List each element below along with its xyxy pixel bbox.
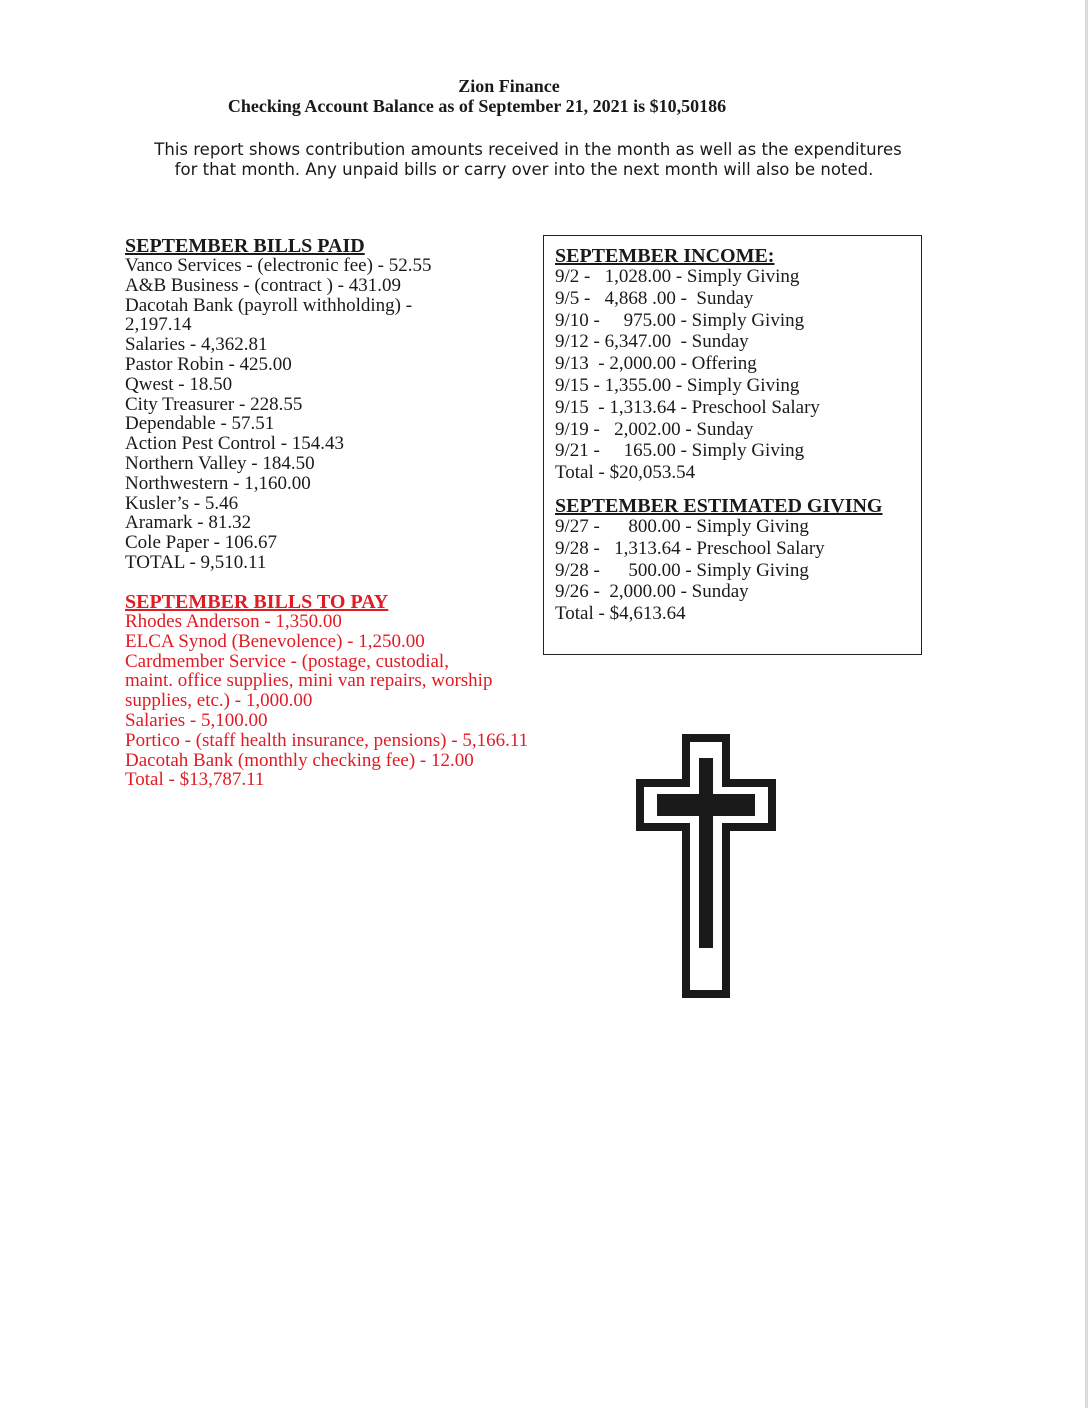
bills-paid-section <box>125 236 535 573</box>
bills-paid-item: Dacotah Bank (payroll withholding) - 2,197.14 <box>125 294 413 336</box>
bills-to-pay-item: Cardmember Service - (postage, custodial, maint. office supplies, mini van repairs, worship supplies, etc.) - 1,000.00 <box>125 650 493 712</box>
income-item: 9/15 - 1,355.00 - Simply Giving <box>555 374 800 396</box>
income-item: 9/2 - 1,028.00 - Simply Giving <box>555 266 800 287</box>
intro-line-1: This report shows contribution amounts received in the month as well as the expenditures <box>154 140 902 159</box>
income-item: 9/12 - 6,347.00 - Sunday <box>555 331 749 353</box>
report-title: Zion Finance <box>458 76 560 96</box>
bills-paid-item: Vanco Services - (electronic fee) - 52.55 <box>125 255 432 276</box>
income-heading: SEPTEMBER INCOME: <box>555 245 775 267</box>
estimated-giving-item: 9/28 - 1,313.64 - Preschool Salary <box>555 537 825 559</box>
balance-line: Checking Account Balance as of September 21, 2021 is $10,50186 <box>227 96 727 116</box>
intro-line-2: for that month. Any unpaid bills or carry over into the next month will also be noted. <box>174 160 874 179</box>
bills-to-pay-total: Total - $13,787.11 <box>125 769 265 791</box>
bills-paid-item: Northwestern - 1,160.00 <box>125 472 311 494</box>
income-item: 9/19 - 2,002.00 - Sunday <box>555 418 754 440</box>
cross-icon <box>636 734 776 998</box>
income-content <box>555 246 882 625</box>
income-total: Total - $20,053.54 <box>555 462 696 484</box>
bills-paid-item: Action Pest Control - 154.43 <box>125 433 345 455</box>
bills-to-pay-section <box>125 592 595 790</box>
income-item: 9/13 - 2,000.00 - Offering <box>555 353 757 375</box>
bills-paid-item: City Treasurer - 228.55 <box>125 393 303 415</box>
estimated-giving-item: 9/28 - 500.00 - Simply Giving <box>555 559 809 581</box>
bills-paid-item: Cole Paper - 106.67 <box>125 532 277 554</box>
income-box <box>543 235 922 655</box>
bills-paid-total: TOTAL - 9,510.11 <box>125 551 267 573</box>
bills-to-pay-item: ELCA Synod (Benevolence) - 1,250.00 <box>125 630 425 652</box>
income-item: 9/21 - 165.00 - Simply Giving <box>555 440 805 462</box>
estimated-giving-total: Total - $4,613.64 <box>555 603 686 625</box>
bills-paid-item: Kusler’s - 5.46 <box>125 492 239 514</box>
bills-paid-item: Qwest - 18.50 <box>125 373 233 395</box>
bills-to-pay-item: Rhodes Anderson - 1,350.00 <box>125 611 342 632</box>
bills-paid-item: Northern Valley - 184.50 <box>125 452 315 474</box>
income-item: 9/15 - 1,313.64 - Preschool Salary <box>555 396 820 418</box>
bills-paid-item: A&B Business - (contract ) - 431.09 <box>125 274 401 296</box>
bills-paid-heading: SEPTEMBER BILLS PAID <box>125 235 365 257</box>
estimated-giving-item: 9/27 - 800.00 - Simply Giving <box>555 515 809 537</box>
bills-paid-item: Dependable - 57.51 <box>125 413 275 435</box>
bills-to-pay-item: Dacotah Bank (monthly checking fee) - 12.00 <box>125 749 474 771</box>
bills-to-pay-item: Portico - (staff health insurance, pensions) - 5,166.11 <box>125 729 529 751</box>
bills-paid-item: Salaries - 4,362.81 <box>125 334 268 356</box>
estimated-giving-item: 9/26 - 2,000.00 - Sunday <box>555 581 749 603</box>
income-item: 9/10 - 975.00 - Simply Giving <box>555 309 805 331</box>
bills-to-pay-heading: SEPTEMBER BILLS TO PAY <box>125 591 389 613</box>
income-item: 9/5 - 4,868 .00 - Sunday <box>555 287 754 309</box>
bills-to-pay-item: Salaries - 5,100.00 <box>125 709 268 731</box>
bills-paid-item: Pastor Robin - 425.00 <box>125 353 292 375</box>
estimated-giving-heading: SEPTEMBER ESTIMATED GIVING <box>555 494 883 517</box>
bills-paid-item: Aramark - 81.32 <box>125 512 252 534</box>
